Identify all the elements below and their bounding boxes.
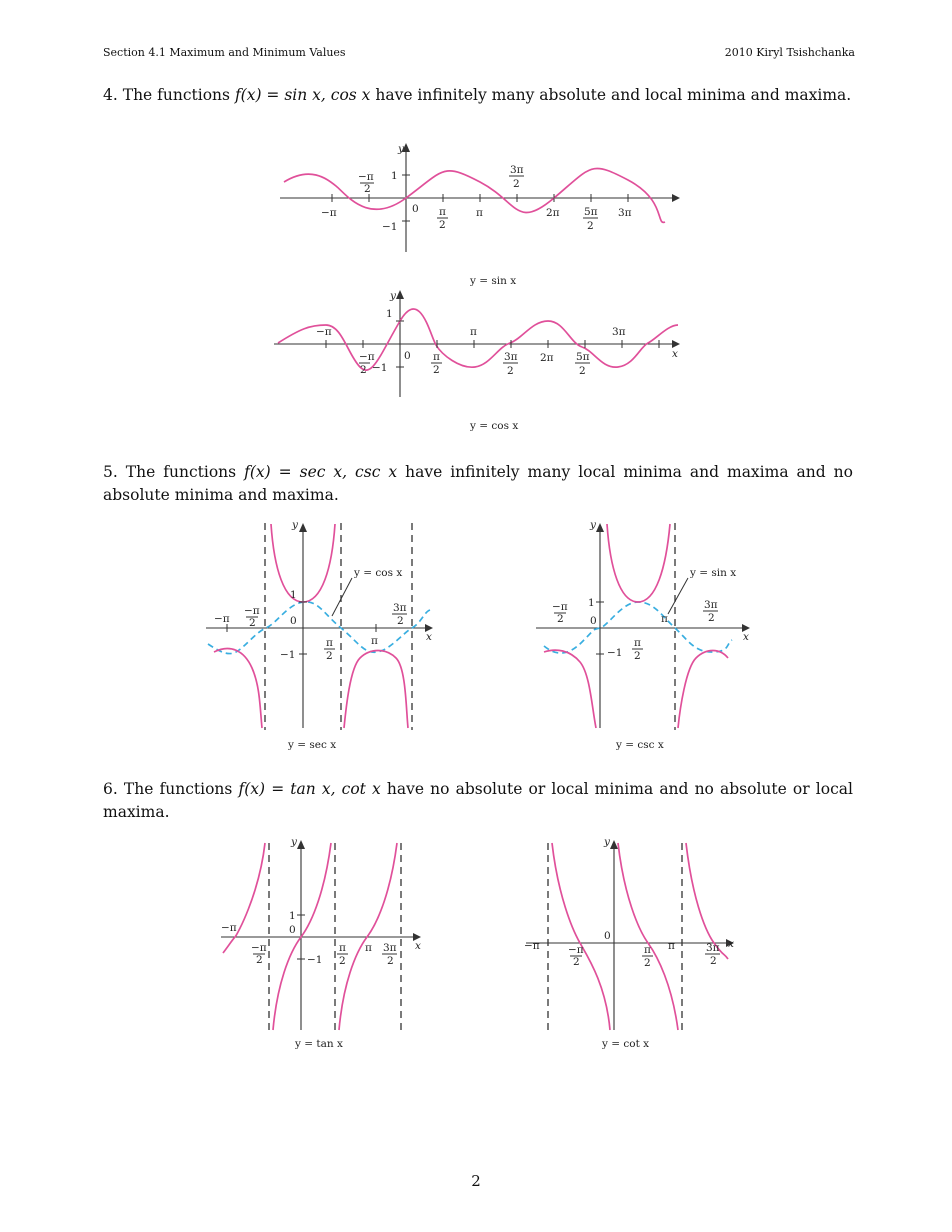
item-prefix: The functions	[123, 780, 233, 798]
item-body: have no absolute or local minima and no absolute or local maxima.	[103, 780, 853, 821]
tick-neg-pi-half-den: 2	[256, 954, 263, 966]
item-body: have infinitely many absolute and local minima and maxima.	[375, 86, 852, 104]
figure-sin	[270, 140, 690, 290]
origin-label: 0	[604, 930, 611, 942]
tick-3pi-half-den: 2	[513, 178, 520, 190]
tick-neg-pi-half-den: 2	[573, 956, 580, 968]
item-formula: f(x) = sin x, cos x	[234, 86, 371, 104]
x-axis-label: x	[672, 348, 678, 360]
x-axis-label: x	[728, 938, 734, 950]
origin-label: 0	[404, 350, 411, 362]
tick-pi-half-num: π	[433, 351, 440, 363]
tick-neg-pi: −π	[321, 207, 337, 219]
y-tick-neg1: −1	[607, 647, 623, 659]
tick-pi-half-den: 2	[433, 364, 440, 376]
sin-curve	[284, 168, 665, 222]
page-number: 2	[471, 1172, 481, 1190]
tick-pi-half-num: π	[439, 206, 446, 218]
y-axis-arrow	[297, 840, 305, 849]
y-tick-neg1: −1	[382, 221, 398, 233]
tick-pi-half-num: π	[634, 637, 641, 649]
item-formula: f(x) = tan x, cot x	[238, 780, 381, 798]
x-axis-arrow	[672, 340, 680, 348]
tick-3pi-half-den: 2	[710, 955, 717, 967]
x-axis-arrow	[672, 194, 680, 202]
aux-label: y = sin x	[690, 567, 737, 579]
cot-branch-left	[552, 843, 610, 1030]
tick-2pi: 2π	[546, 207, 560, 219]
tick-3pi-half-num: 3π	[510, 164, 524, 176]
y-tick-neg1: −1	[372, 362, 388, 374]
cos-curve	[278, 309, 678, 370]
y-axis-label: y	[292, 519, 298, 531]
tick-neg-pi-half-num: −π	[552, 601, 568, 613]
x-axis-label: x	[743, 631, 749, 643]
y-tick-neg1: −1	[307, 954, 323, 966]
tick-5pi-half-num: 5π	[576, 351, 590, 363]
tick-neg-pi-half-num: −π	[244, 605, 260, 617]
cot-branch-center	[618, 843, 678, 1030]
tick-3pi-half-num: 3π	[704, 599, 718, 611]
tick-pi: π	[661, 613, 668, 625]
tick-pi: π	[668, 940, 675, 952]
tick-neg-pi-half-den: 2	[360, 364, 367, 376]
figure-sec	[200, 518, 450, 758]
tick-3pi-half-den: 2	[507, 365, 514, 377]
tick-3pi-half-den: 2	[387, 955, 394, 967]
caption-cot: y = cot x	[602, 1038, 650, 1050]
caption-csc: y = csc x	[616, 739, 664, 751]
tick-pi: π	[371, 635, 378, 647]
origin-label: 0	[290, 615, 297, 627]
item-number: 5.	[103, 463, 118, 481]
y-axis-arrow	[299, 523, 307, 532]
callout-line	[668, 578, 688, 614]
tick-pi-half-den: 2	[326, 650, 333, 662]
tick-3pi-half-den: 2	[397, 615, 404, 627]
item-formula: f(x) = sec x, csc x	[244, 463, 398, 481]
tick-pi-half-den: 2	[634, 650, 641, 662]
tick-neg-pi-half-den: 2	[249, 617, 256, 629]
x-axis-label: x	[415, 940, 421, 952]
y-tick-1: 1	[289, 910, 296, 922]
y-axis-label: y	[398, 143, 404, 155]
item-prefix: The functions	[125, 463, 237, 481]
csc-branch-right	[678, 651, 728, 729]
origin-label: 0	[412, 203, 419, 215]
y-axis-arrow	[596, 523, 604, 532]
tick-neg-pi-half-num: −π	[251, 942, 267, 954]
y-axis-label: y	[590, 519, 596, 531]
y-axis-arrow	[396, 290, 404, 299]
item-number: 4.	[103, 86, 118, 104]
tick-neg-pi: −π	[214, 613, 230, 625]
tick-pi-half-num: π	[644, 944, 651, 956]
figure-csc	[530, 518, 780, 758]
csc-branch-left	[544, 650, 596, 728]
y-tick-1: 1	[290, 589, 297, 601]
csc-branch-center	[607, 524, 670, 602]
tick-5pi-half-den: 2	[587, 220, 594, 232]
y-axis-arrow	[610, 840, 618, 849]
tick-3pi-half-num: 3π	[504, 351, 518, 363]
origin-label: 0	[590, 615, 597, 627]
running-header-right: 2010 Kiryl Tsishchanka	[724, 46, 855, 59]
tick-pi: π	[470, 326, 477, 338]
y-tick-1: 1	[588, 597, 595, 609]
item-body: have infinitely many local minima and maxima and no absolute minima and maxima.	[103, 463, 853, 504]
tick-3pi-half-num: 3π	[706, 942, 720, 954]
tick-neg-pi: −π	[524, 940, 540, 952]
tick-neg-pi-half-den: 2	[557, 613, 564, 625]
tick-neg-pi-half-num: −π	[359, 351, 375, 363]
tick-3pi-half-num: 3π	[393, 602, 407, 614]
item-6-text	[103, 778, 853, 824]
tick-neg-pi-half-num: −π	[358, 171, 374, 183]
y-tick-1: 1	[386, 308, 393, 320]
tick-pi: π	[476, 207, 483, 219]
tick-3pi: 3π	[618, 207, 632, 219]
x-axis-label: x	[426, 631, 432, 643]
item-number: 6.	[103, 780, 118, 798]
tick-pi-half-num: π	[339, 942, 346, 954]
origin-label: 0	[289, 924, 296, 936]
tick-3pi-half-num: 3π	[383, 942, 397, 954]
y-tick-neg1: −1	[280, 649, 296, 661]
caption-cos: y = cos x	[470, 420, 519, 432]
tick-pi-half-den: 2	[439, 219, 446, 231]
caption-sin: y = sin x	[470, 275, 517, 287]
sec-branch-right	[344, 651, 408, 729]
figure-cos	[270, 285, 690, 435]
item-4-text	[103, 84, 853, 107]
tick-neg-pi-half-den: 2	[364, 183, 371, 195]
tick-2pi: 2π	[540, 352, 554, 364]
y-tick-1: 1	[391, 170, 398, 182]
caption-tan: y = tan x	[295, 1038, 343, 1050]
tick-5pi-half-den: 2	[579, 365, 586, 377]
item-prefix: The functions	[122, 86, 230, 104]
sec-branch-left	[214, 649, 262, 728]
tick-pi-half-num: π	[326, 637, 333, 649]
tick-neg-pi: −π	[316, 326, 332, 338]
y-axis-label: y	[291, 836, 297, 848]
figure-tan	[215, 835, 435, 1055]
tick-5pi-half-num: 5π	[584, 206, 598, 218]
tick-pi-half-den: 2	[644, 957, 651, 969]
tick-neg-pi: −π	[221, 922, 237, 934]
caption-sec: y = sec x	[288, 739, 337, 751]
tick-neg-pi-half-num: −π	[568, 944, 584, 956]
running-header-left: Section 4.1 Maximum and Minimum Values	[103, 46, 346, 59]
callout-line	[332, 578, 352, 616]
item-5-text	[103, 461, 853, 507]
figure-cot	[520, 835, 750, 1055]
tick-pi: π	[365, 942, 372, 954]
aux-label: y = cos x	[354, 567, 403, 579]
tick-pi-half-den: 2	[339, 955, 346, 967]
y-axis-label: y	[390, 290, 396, 302]
y-axis-label: y	[604, 836, 610, 848]
tick-3pi-half-den: 2	[708, 612, 715, 624]
tick-3pi: 3π	[612, 326, 626, 338]
